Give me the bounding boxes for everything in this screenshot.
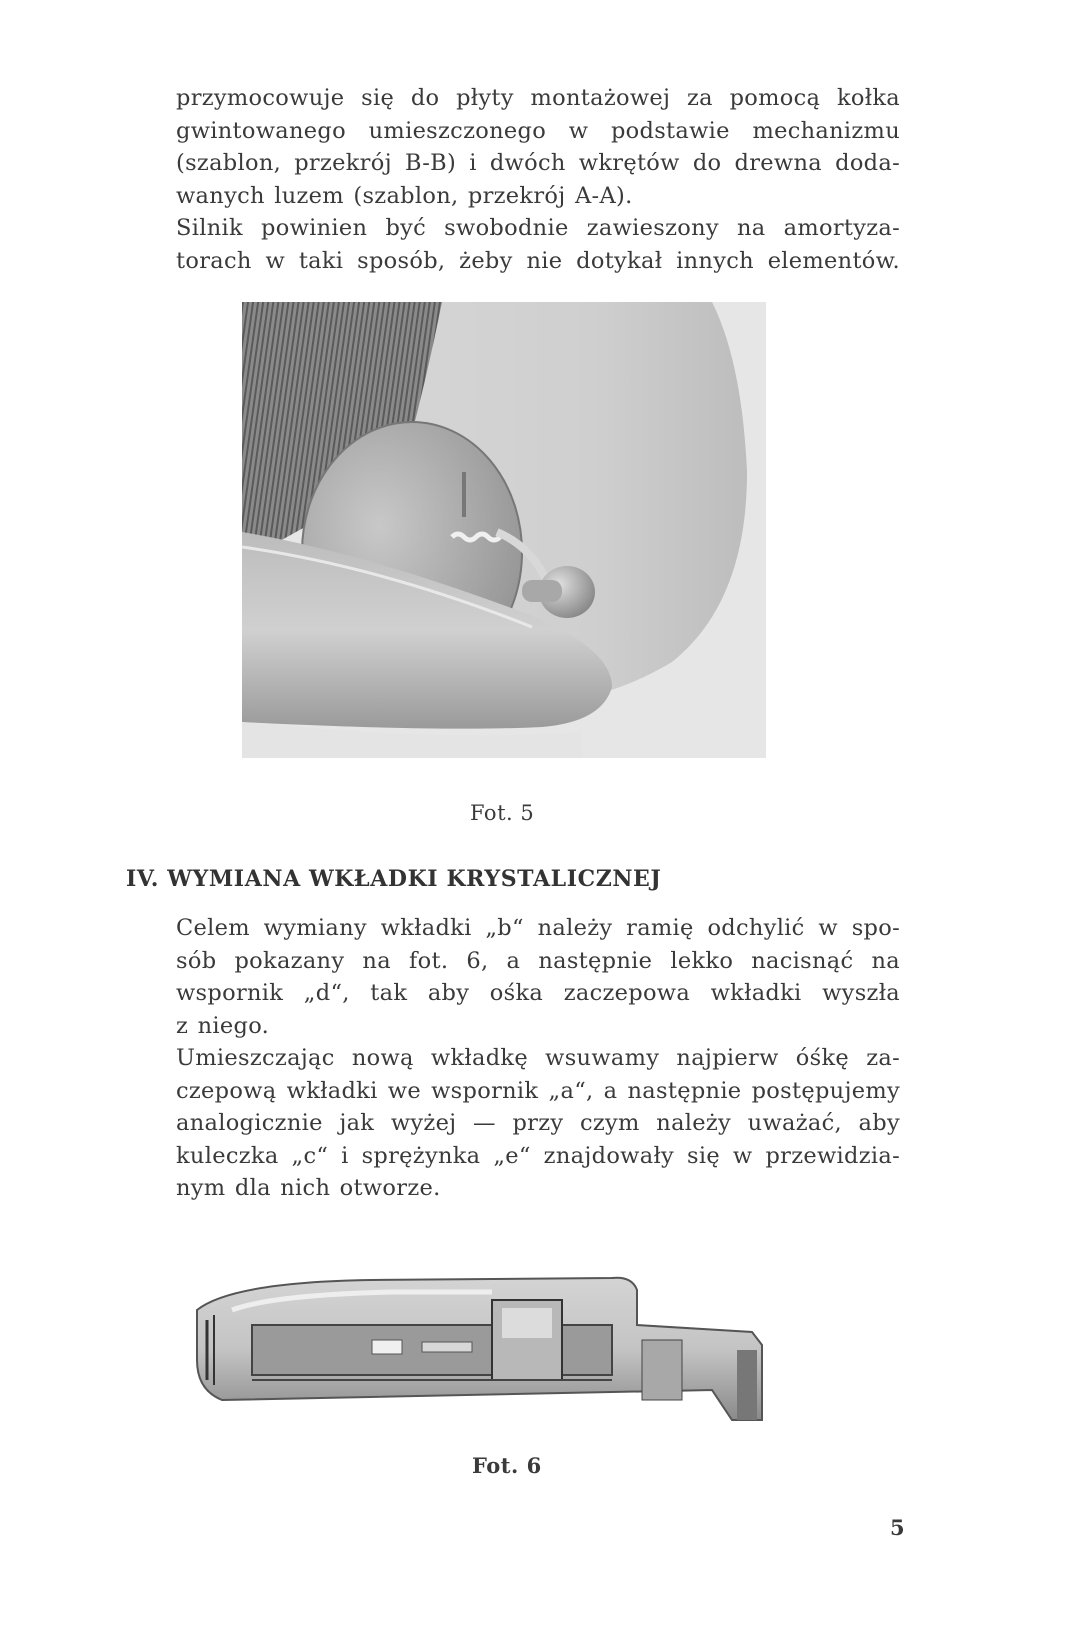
text-line: z niego. [176, 1012, 270, 1039]
text-line: wspornik „d“, tak aby ośka zaczepowa wkładki wyszła [176, 980, 900, 1006]
text-line: Umieszczając nową wkładkę wsuwamy najpierw óśkę za- [176, 1045, 900, 1071]
text-line: Silnik powinien być swobodnie zawieszony na amortyza- [176, 215, 900, 241]
photo-5-caption: Fot. 5 [470, 801, 535, 825]
paragraph [176, 212, 900, 277]
text-line: nym dla nich otworze. [176, 1175, 441, 1201]
text-line: Celem wymiany wkładki „b“ należy ramię odchylić w spo- [176, 915, 900, 941]
text-line: torach w taki sposób, żeby nie dotykał innych elementów. [176, 247, 900, 274]
text-line: (szablon, przekrój B-B) i dwóch wkrętów do drewna doda- [176, 150, 900, 176]
paragraph [176, 1042, 900, 1205]
text-line: przymocowuje się do płyty montażowej za pomocą kołka [176, 85, 900, 111]
text-line: analogicznie jak wyżej — przy czym należy uważać, aby [176, 1110, 900, 1136]
photo-5-tonearm [242, 302, 766, 758]
text-line: czepową wkładki we wspornik „a“, a następnie postępujemy [176, 1077, 900, 1104]
photo-6-caption: Fot. 6 [472, 1453, 542, 1478]
section-heading: IV. WYMIANA WKŁADKI KRYSTALICZNEJ [126, 866, 662, 892]
text-line: wanych luzem (szablon, przekrój A-A). [176, 182, 633, 209]
photo-6-image [192, 1270, 792, 1424]
text-block-section [176, 912, 900, 1205]
page-number: 5 [890, 1515, 905, 1540]
paragraph [176, 82, 900, 212]
photo-6-tonearm-side [192, 1270, 792, 1424]
text-line: sób pokazany na fot. 6, a następnie lekko nacisnąć na [176, 947, 900, 974]
photo-5-image [242, 302, 766, 758]
text-line: kuleczka „c“ i sprężynka „e“ znajdowały się w przewidzia- [176, 1142, 900, 1169]
paragraph [176, 912, 900, 1042]
text-block-top [176, 82, 900, 277]
text-line: gwintowanego umieszczonego w podstawie mechanizmu [176, 117, 900, 144]
